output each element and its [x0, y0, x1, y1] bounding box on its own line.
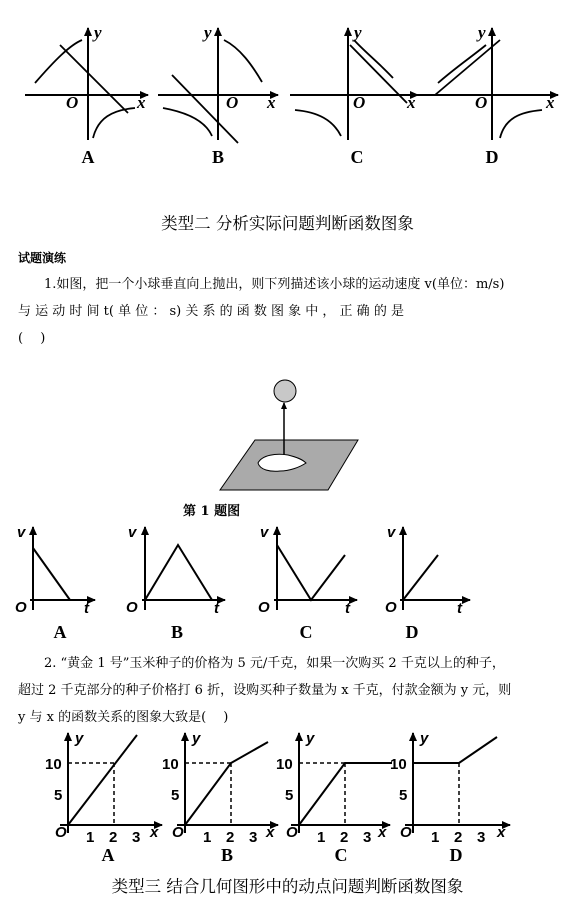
q2-b-x: x: [266, 824, 275, 841]
q2-line1: 2. “黄金 1 号”玉米种子的价格为 5 元/千克，如果一次购买 2 千克以上的种子，: [44, 656, 505, 671]
q2-b-y5: 5: [171, 787, 180, 804]
top-d-y-label: y: [478, 23, 486, 42]
top-graph-a: [25, 23, 148, 167]
q2-c-y10: 10: [276, 756, 293, 773]
top-b-origin: O: [226, 93, 239, 112]
q2-b-label: B: [220, 845, 234, 865]
vt-line-d: [403, 555, 438, 600]
vt-line-b: [145, 545, 212, 600]
q2-d-y: y: [420, 730, 429, 747]
vt-line-c: [277, 545, 345, 600]
vt-graph-c: [258, 524, 357, 642]
q2-c-x1: 1: [317, 829, 326, 846]
top-a-y-label: y: [94, 23, 102, 42]
q2-line3: y 与 x 的函数关系的图象大致是( ): [18, 710, 229, 725]
q2-b-y: y: [192, 730, 201, 747]
q2-text: [18, 650, 563, 731]
q2-a-y10: 10: [45, 756, 62, 773]
q2-graph-d: [390, 730, 510, 865]
top-d-x-label: x: [546, 93, 555, 112]
q2-a-x3: 3: [132, 829, 141, 846]
q2-c-x3: 3: [363, 829, 372, 846]
vt-a-origin: O: [15, 599, 27, 616]
q2-d-label: D: [449, 845, 463, 865]
top-c-y-label: y: [354, 23, 362, 42]
practice-heading: 试题演练: [18, 251, 67, 265]
vt-d-origin: O: [385, 599, 397, 616]
q2-c-x2: 2: [340, 829, 349, 846]
q2-a-origin: O: [55, 824, 67, 841]
q2-a-line: [68, 735, 137, 825]
q1-line3: ( ): [18, 331, 46, 346]
q2-d-x1: 1: [431, 829, 440, 846]
vt-d-t: t: [457, 600, 462, 617]
top-c-x-label: x: [407, 93, 416, 112]
ball: [274, 380, 296, 402]
q2-graphs-svg: [0, 725, 575, 870]
vt-graph-a: [15, 524, 95, 642]
curve-b-left: [163, 108, 212, 136]
section2-title: 类型二 分析实际问题判断函数图象: [161, 214, 414, 233]
q2-a-label: A: [101, 845, 115, 865]
line-d: [435, 40, 500, 95]
top-a-x-label: x: [137, 93, 146, 112]
q1-text: [18, 271, 558, 352]
q2-b-x3: 3: [249, 829, 258, 846]
top-a-origin: O: [66, 93, 79, 112]
vt-c-origin: O: [258, 599, 270, 616]
q2-c-label: C: [334, 845, 348, 865]
q2-c-x: x: [378, 824, 387, 841]
top-b-y-label: y: [204, 23, 212, 42]
q1-graphs-row: [0, 515, 575, 645]
q1-graphs-svg: [0, 515, 575, 645]
top-d-label: D: [485, 147, 499, 167]
curve-a-right: [93, 108, 135, 138]
q2-graph-c: [276, 730, 392, 865]
vt-c-v: v: [260, 524, 269, 541]
vt-line-a: [33, 548, 70, 600]
top-graphs-row: [0, 0, 575, 175]
q2-line2: 超过 2 千克部分的种子价格打 6 折，设购买种子数量为 x 千克，付款金额为 y 元，则: [18, 683, 512, 698]
vt-a-label: A: [53, 622, 67, 642]
q1-line2: 与 运 动 时 间 t( 单 位 ： s) 关 系 的 函 数 图 象 中 ， 正 确 的 是: [18, 304, 404, 319]
q2-d-y10: 10: [390, 756, 407, 773]
vt-graph-d: [385, 524, 470, 642]
curve-d-left: [438, 45, 486, 83]
q2-a-x: x: [150, 824, 159, 841]
top-a-label: A: [81, 147, 95, 167]
curve-d-right: [500, 110, 542, 138]
vt-graph-b: [126, 524, 225, 642]
q2-d-x2: 2: [454, 829, 463, 846]
top-b-label: B: [211, 147, 225, 167]
q1-figure: [210, 375, 370, 495]
curve-c-left: [295, 110, 341, 136]
q2-c-y5: 5: [285, 787, 294, 804]
vt-b-v: v: [128, 524, 137, 541]
q1-line1: 1.如图，把一个小球垂直向上抛出，则下列描述该小球的运动速度 v(单位：m/s): [44, 277, 505, 292]
q1-figure-svg: [210, 375, 370, 495]
vt-d-label: D: [405, 622, 419, 642]
q2-graph-b: [162, 730, 278, 865]
q2-d-y5: 5: [399, 787, 408, 804]
top-d-origin: O: [475, 93, 488, 112]
top-c-label: C: [350, 147, 364, 167]
vt-a-v: v: [17, 524, 26, 541]
q2-c-y: y: [306, 730, 315, 747]
vt-b-t: t: [214, 600, 219, 617]
top-b-x-label: x: [267, 93, 276, 112]
top-graph-d: [418, 23, 558, 167]
vt-b-label: B: [170, 622, 184, 642]
q2-b-line: [185, 742, 268, 825]
q2-a-y: y: [75, 730, 84, 747]
top-graphs-svg: [0, 0, 575, 175]
q2-a-x1: 1: [86, 829, 95, 846]
top-graph-c: [290, 23, 418, 167]
vt-c-label: C: [299, 622, 313, 642]
q2-b-y10: 10: [162, 756, 179, 773]
vt-b-origin: O: [126, 599, 138, 616]
vt-a-t: t: [84, 600, 89, 617]
q2-b-x1: 1: [203, 829, 212, 846]
vt-c-t: t: [345, 600, 350, 617]
q2-a-x2: 2: [109, 829, 118, 846]
q1-figure-caption: 第 1 题图: [183, 504, 241, 519]
q2-c-origin: O: [286, 824, 298, 841]
q2-d-x3: 3: [477, 829, 486, 846]
top-graph-b: [158, 23, 278, 167]
curve-c-right: [354, 40, 393, 78]
q2-a-y5: 5: [54, 787, 63, 804]
curve-b-right: [224, 40, 262, 82]
top-c-origin: O: [353, 93, 366, 112]
curve-a-left: [35, 40, 82, 83]
q2-b-origin: O: [172, 824, 184, 841]
vt-d-v: v: [387, 524, 396, 541]
q2-d-origin: O: [400, 824, 412, 841]
q2-graphs-row: [0, 725, 575, 870]
section3-title: 类型三 结合几何图形中的动点问题判断函数图象: [111, 877, 464, 896]
q2-b-x2: 2: [226, 829, 235, 846]
q2-graph-a: [45, 730, 162, 865]
q2-d-x: x: [497, 824, 506, 841]
